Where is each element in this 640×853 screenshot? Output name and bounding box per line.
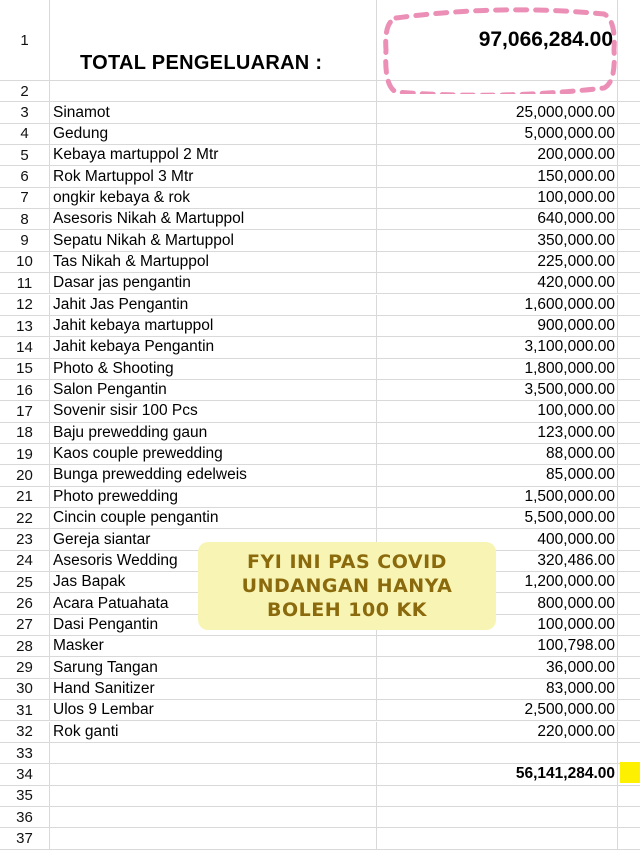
expense-label-cell[interactable]: ongkir kebaya & rok: [53, 188, 190, 206]
expense-label-cell[interactable]: Masker: [53, 637, 104, 655]
grand-total: 97,066,284.00: [478, 28, 613, 51]
table-row: [0, 508, 640, 529]
expense-label-cell[interactable]: Bunga prewedding edelweis: [53, 466, 247, 484]
expense-label-cell[interactable]: Jahit kebaya martuppol: [53, 317, 214, 335]
expense-label-cell[interactable]: Jahit Jas Pengantin: [53, 295, 189, 313]
row-number[interactable]: 34: [0, 764, 50, 784]
table-row: [0, 444, 640, 465]
expense-label-cell[interactable]: Photo prewedding: [53, 487, 178, 505]
expense-amount-cell[interactable]: 200,000.00: [537, 146, 615, 164]
highlighted-cell[interactable]: [620, 762, 640, 783]
expense-amount-cell[interactable]: 420,000.00: [537, 274, 615, 292]
table-row: [0, 252, 640, 273]
row-number[interactable]: 7: [0, 188, 50, 208]
expense-amount-cell[interactable]: 3,100,000.00: [524, 338, 615, 356]
row-number[interactable]: 28: [0, 636, 50, 656]
row-number[interactable]: 2: [0, 81, 50, 101]
expense-label-cell[interactable]: Tas Nikah & Martuppol: [53, 252, 209, 270]
row-number[interactable]: 17: [0, 401, 50, 421]
table-row: [0, 636, 640, 657]
row-number[interactable]: 22: [0, 508, 50, 528]
row-number[interactable]: 9: [0, 230, 50, 250]
row-number[interactable]: 29: [0, 657, 50, 677]
expense-label-cell[interactable]: Sepatu Nikah & Martuppol: [53, 231, 234, 249]
expense-amount-cell[interactable]: 5,000,000.00: [524, 124, 615, 142]
table-row: [0, 295, 640, 316]
expense-amount-cell[interactable]: 400,000.00: [537, 530, 615, 548]
expense-label-cell[interactable]: Asesoris Wedding: [53, 551, 178, 569]
row-number[interactable]: 10: [0, 252, 50, 272]
row-number[interactable]: 25: [0, 572, 50, 592]
table-row: [0, 465, 640, 486]
row-number[interactable]: 35: [0, 786, 50, 806]
table-row: [0, 337, 640, 358]
expense-label-cell[interactable]: Rok Martuppol 3 Mtr: [53, 167, 194, 185]
expense-label-cell[interactable]: Photo & Shooting: [53, 359, 174, 377]
subtotal-cell[interactable]: 56,141,284.00: [515, 765, 615, 783]
expense-amount-cell[interactable]: 150,000.00: [537, 167, 615, 185]
expense-amount-cell[interactable]: 25,000,000.00: [515, 103, 615, 121]
expense-amount-cell[interactable]: 900,000.00: [537, 317, 615, 335]
expense-amount-cell[interactable]: 320,486.00: [537, 551, 615, 569]
table-row: [0, 166, 640, 187]
table-row: [0, 145, 640, 166]
row-number[interactable]: 4: [0, 124, 50, 144]
table-row: [0, 807, 640, 828]
expense-amount-cell[interactable]: 36,000.00: [546, 658, 615, 676]
table-row: [0, 700, 640, 721]
table-row: [0, 316, 640, 337]
expense-amount-cell[interactable]: 5,500,000.00: [524, 509, 615, 527]
table-row: [0, 273, 640, 294]
expense-amount-cell[interactable]: 640,000.00: [537, 210, 615, 228]
row-number[interactable]: 15: [0, 359, 50, 379]
row-number[interactable]: 23: [0, 529, 50, 549]
expense-amount-cell[interactable]: 225,000.00: [537, 252, 615, 270]
expense-amount-cell[interactable]: 1,800,000.00: [524, 359, 615, 377]
expense-label-cell[interactable]: Jas Bapak: [53, 573, 126, 591]
table-row: [0, 423, 640, 444]
row-number[interactable]: 30: [0, 679, 50, 699]
expense-amount-cell[interactable]: 1,500,000.00: [524, 487, 615, 505]
expense-label-cell[interactable]: Dasi Pengantin: [53, 615, 159, 633]
table-row: [0, 380, 640, 401]
expense-label-cell[interactable]: Gedung: [53, 124, 109, 142]
expense-amount-cell[interactable]: 85,000.00: [546, 466, 615, 484]
row-number[interactable]: 6: [0, 166, 50, 186]
row-number[interactable]: 21: [0, 487, 50, 507]
expense-label-cell[interactable]: Asesoris Nikah & Martuppol: [53, 210, 245, 228]
table-row: [0, 401, 640, 422]
table-row: [0, 81, 640, 102]
expense-label-cell[interactable]: Acara Patuahata: [53, 594, 169, 612]
expense-amount-cell[interactable]: 3,500,000.00: [524, 381, 615, 399]
row-number[interactable]: 12: [0, 295, 50, 315]
row-number[interactable]: 24: [0, 551, 50, 571]
row-number[interactable]: 5: [0, 145, 50, 165]
row-number[interactable]: 13: [0, 316, 50, 336]
table-row: [0, 188, 640, 209]
expense-amount-cell[interactable]: 100,798.00: [537, 637, 615, 655]
covid-note-sticker: [198, 542, 496, 630]
expense-label-cell[interactable]: Kaos couple prewedding: [53, 445, 223, 463]
expense-label-cell[interactable]: Ulos 9 Lembar: [53, 701, 154, 719]
table-row: [0, 657, 640, 678]
expense-amount-cell[interactable]: 800,000.00: [537, 594, 615, 612]
row-number[interactable]: 31: [0, 700, 50, 720]
expense-label-cell[interactable]: Kebaya martuppol 2 Mtr: [53, 146, 219, 164]
row-number[interactable]: 36: [0, 807, 50, 827]
table-row: [0, 102, 640, 123]
row-number[interactable]: 37: [0, 828, 50, 848]
table-row: [0, 487, 640, 508]
row-number[interactable]: 8: [0, 209, 50, 229]
row-number[interactable]: 20: [0, 465, 50, 485]
table-row: [0, 230, 640, 251]
expense-amount-cell[interactable]: 2,500,000.00: [524, 701, 615, 719]
expense-label-cell[interactable]: Rok ganti: [53, 722, 119, 740]
row-number[interactable]: 26: [0, 593, 50, 613]
row-number[interactable]: 16: [0, 380, 50, 400]
table-row: [0, 743, 640, 764]
table-row: [0, 828, 640, 849]
expense-label-cell[interactable]: Cincin couple pengantin: [53, 509, 219, 527]
row-number[interactable]: 27: [0, 615, 50, 635]
note-line-1: FYI INI PAS COVID: [247, 551, 447, 573]
expense-label-cell[interactable]: Sovenir sisir 100 Pcs: [53, 402, 198, 420]
row-number[interactable]: 14: [0, 337, 50, 357]
row-number[interactable]: 19: [0, 444, 50, 464]
row-number[interactable]: 3: [0, 102, 50, 122]
note-line-3: BOLEH 100 KK: [267, 599, 427, 621]
expense-label-cell[interactable]: Hand Sanitizer: [53, 679, 155, 697]
row-number[interactable]: 11: [0, 273, 50, 293]
expense-label-cell[interactable]: Jahit kebaya Pengantin: [53, 338, 215, 356]
table-row: [0, 679, 640, 700]
expense-amount-cell[interactable]: 123,000.00: [537, 423, 615, 441]
row-number[interactable]: 32: [0, 722, 50, 742]
expense-label-cell[interactable]: Baju prewedding gaun: [53, 423, 208, 441]
table-row: [0, 359, 640, 380]
table-row: [0, 124, 640, 145]
expense-amount-cell[interactable]: 88,000.00: [546, 445, 615, 463]
expense-amount-cell[interactable]: 1,600,000.00: [524, 295, 615, 313]
table-row: [0, 209, 640, 230]
table-row: [0, 722, 640, 743]
total-title: TOTAL PENGELUARAN :: [80, 52, 323, 74]
row-number[interactable]: 1: [0, 0, 50, 80]
expense-label-cell[interactable]: Salon Pengantin: [53, 381, 167, 399]
expense-label-cell[interactable]: Dasar jas pengantin: [53, 274, 191, 292]
expense-label-cell[interactable]: Sinamot: [53, 103, 110, 121]
expense-amount-cell[interactable]: 100,000.00: [537, 615, 615, 633]
note-line-2: UNDANGAN HANYA: [241, 575, 453, 597]
expense-amount-cell[interactable]: 350,000.00: [537, 231, 615, 249]
row-number[interactable]: 18: [0, 423, 50, 443]
expense-amount-cell[interactable]: 1,200,000.00: [524, 573, 615, 591]
row-number[interactable]: 33: [0, 743, 50, 763]
expense-amount-cell[interactable]: 220,000.00: [537, 722, 615, 740]
expense-label-cell[interactable]: Sarung Tangan: [53, 658, 158, 676]
expense-amount-cell[interactable]: 100,000.00: [537, 188, 615, 206]
expense-label-cell[interactable]: Gereja siantar: [53, 530, 151, 548]
table-row: [0, 764, 640, 785]
expense-amount-cell[interactable]: 83,000.00: [546, 679, 615, 697]
table-row: [0, 786, 640, 807]
expense-amount-cell[interactable]: 100,000.00: [537, 402, 615, 420]
